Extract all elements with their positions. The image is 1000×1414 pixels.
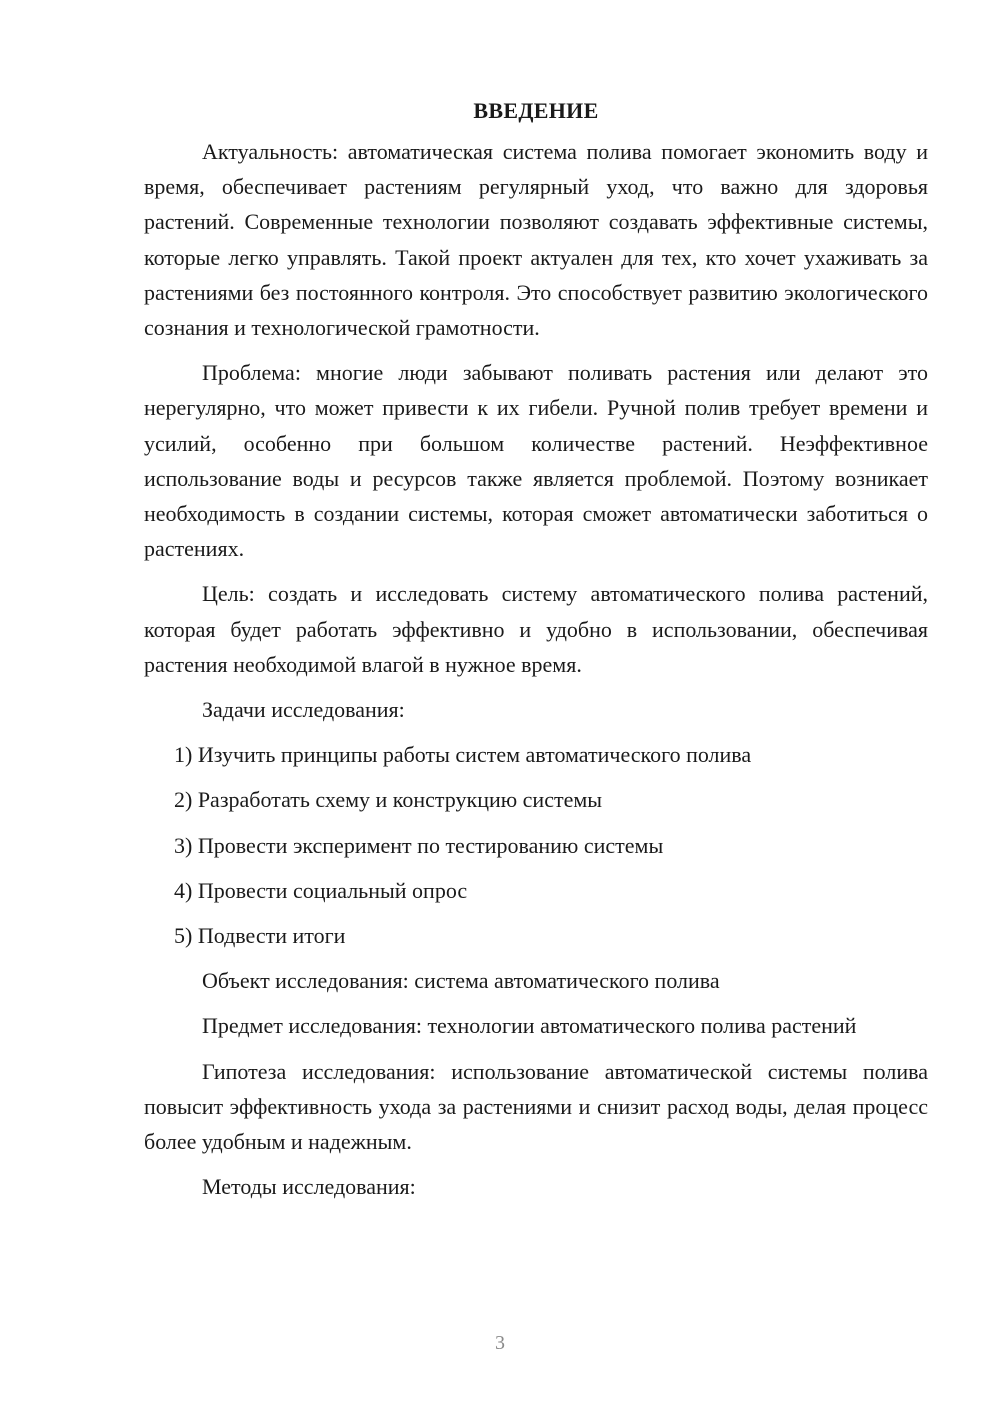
document-page [144, 94, 928, 1204]
paragraph-problem: Проблема: многие люди забывают поливать растения или делают это нерегулярно, что может привести к их гибели. Ручной полив требует времени и усилий, особенно при большом количестве растений. Неэффективное использование воды и ресурсов также является проблемой. Поэтому возникает необходимость в создании системы, которая сможет автоматически заботиться о растениях. [144, 360, 928, 562]
list-item: 3) Провести эксперимент по тестированию системы [174, 832, 664, 858]
methods-heading: Методы исследования: [202, 1174, 416, 1200]
tasks-heading: Задачи исследования: [202, 697, 405, 723]
paragraph-relevance: Актуальность: автоматическая система полива помогает экономить воду и время, обеспечивает растениям регулярный уход, что важно для здоровья растений. Современные технологии позволяют создавать эффективные системы, которые легко управлять. Такой проект актуален для тех, кто хочет ухаживать за растениями без постоянного контроля. Это способствует развитию экологического сознания и технологической грамотности. [144, 139, 928, 341]
paragraph-hypothesis: Гипотеза исследования: использование автоматической системы полива повысит эффективность ухода за растениями и снизит расход воды, делая процесс более удобным и надежным. [144, 1058, 928, 1155]
list-item: 4) Провести социальный опрос [174, 877, 468, 903]
page-number: 3 [495, 1332, 505, 1354]
paragraph-goal: Цель: создать и исследовать систему автоматического полива растений, которая будет работать эффективно и удобно в использовании, обеспечивая растения необходимой влагой в нужное время. [144, 581, 928, 677]
section-title: ВВЕДЕНИЕ [473, 98, 599, 123]
list-item: 2) Разработать схему и конструкцию системы [174, 787, 603, 813]
list-item: 1) Изучить принципы работы систем автоматического полива [174, 742, 752, 768]
paragraph-object: Объект исследования: система автоматического полива [202, 968, 720, 994]
paragraph-subject: Предмет исследования: технологии автоматического полива растений [202, 1013, 857, 1039]
list-item: 5) Подвести итоги [174, 923, 346, 949]
tasks-list [144, 737, 928, 953]
